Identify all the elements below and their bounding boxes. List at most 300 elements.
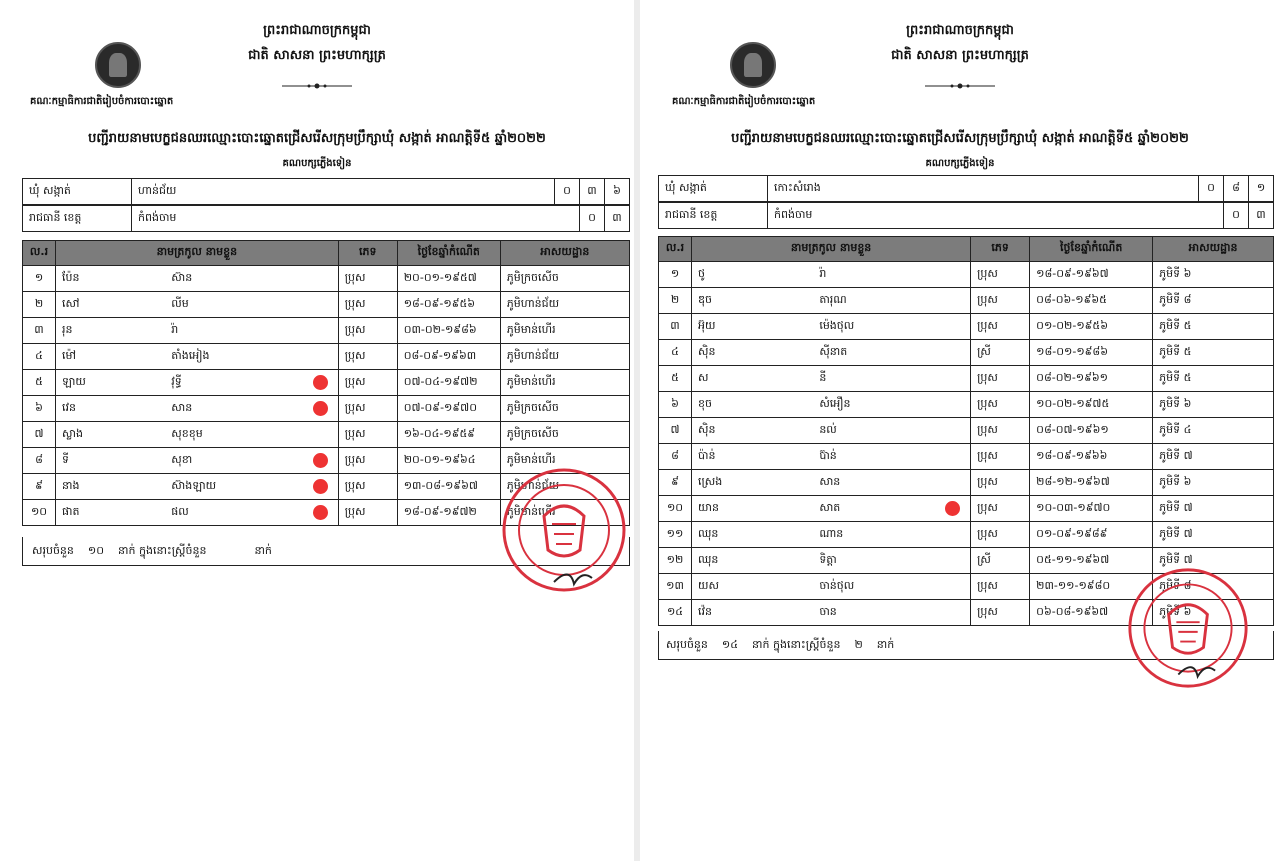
last-name-text: ស្លាង xyxy=(62,426,83,440)
row-number xyxy=(659,548,692,574)
first-name xyxy=(813,288,970,314)
summary-female-label: នាក់ ក្នុងនោះស្ត្រីចំនួន xyxy=(118,544,207,557)
address-text: ភូមិទី ៨ xyxy=(1159,578,1192,592)
last-name-text: ឌុច xyxy=(698,292,712,306)
commune-code-digit: ០ xyxy=(555,179,580,205)
address xyxy=(1153,314,1274,340)
province-info-table xyxy=(658,202,1274,229)
sex xyxy=(971,392,1030,418)
last-name xyxy=(692,392,814,418)
last-name xyxy=(56,318,166,344)
sex xyxy=(338,500,397,526)
last-name xyxy=(692,314,814,340)
sex xyxy=(338,448,397,474)
table-row xyxy=(659,496,1274,522)
date-of-birth xyxy=(397,448,500,474)
first-name xyxy=(165,344,338,370)
last-name xyxy=(56,266,166,292)
last-name xyxy=(56,422,166,448)
date-of-birth xyxy=(1030,314,1153,340)
row-number-text: ១ xyxy=(34,270,44,284)
header-no: ល.រ xyxy=(659,237,692,262)
row-number-text: ១២ xyxy=(666,552,684,566)
summary-label: សរុបចំនួន xyxy=(666,638,708,651)
last-name-text: សៅ xyxy=(62,296,80,310)
row-number xyxy=(659,574,692,600)
location-info-table xyxy=(658,175,1274,202)
address xyxy=(500,370,629,396)
first-name xyxy=(813,314,970,340)
row-number-text: ៤ xyxy=(35,348,43,362)
row-number xyxy=(23,474,56,500)
table-row xyxy=(23,266,630,292)
red-mark-icon xyxy=(313,479,328,494)
address-text: ភូមិទី ៥ xyxy=(1159,318,1192,332)
red-mark-icon xyxy=(313,505,328,520)
date-of-birth xyxy=(1030,288,1153,314)
row-number-text: ៥ xyxy=(671,370,679,384)
last-name-text: ថូ xyxy=(698,266,705,280)
table-row xyxy=(23,292,630,318)
first-name-text: សុខខុម xyxy=(171,426,203,440)
row-number-text: ១០ xyxy=(666,500,684,514)
document-title: បញ្ជីរាយនាមបេក្ខជនឈរឈ្មោះបោះឆ្នោតជ្រើសរើសក្រុមប្រឹក្សាឃុំ សង្កាត់ អាណត្តិទី៥ ឆ្នាំ២០២២ xyxy=(731,131,1189,146)
date-of-birth-text: ១៨-០៩-១៩៦៧ xyxy=(1036,266,1109,280)
first-name xyxy=(165,266,338,292)
sex-text: ប្រុស xyxy=(977,526,998,540)
sex-text: ស្រី xyxy=(977,344,991,358)
row-number-text: ៣ xyxy=(670,318,680,332)
first-name-text: តារុណ xyxy=(819,292,847,306)
address xyxy=(500,344,629,370)
row-number-text: ១៤ xyxy=(666,604,684,618)
official-seal-stamp xyxy=(1126,566,1250,690)
red-mark-icon xyxy=(313,375,328,390)
commune-row xyxy=(659,176,1274,202)
last-name-text: ខុច xyxy=(698,396,712,410)
date-of-birth xyxy=(397,396,500,422)
date-of-birth xyxy=(1030,470,1153,496)
address xyxy=(1153,392,1274,418)
province-name: កំពង់ចាម xyxy=(132,206,580,232)
date-of-birth-text: ២៣-១១-១៩៨០ xyxy=(1036,578,1111,592)
row-number xyxy=(659,522,692,548)
first-name-text: ណាន xyxy=(819,526,844,540)
date-of-birth-text: ១៣-០៨-១៩៦៧ xyxy=(403,478,478,492)
header-address: អាសយដ្ឋាន xyxy=(1153,237,1274,262)
national-motto: ជាតិ សាសនា ព្រះមហាក្សត្រ xyxy=(891,48,1029,63)
table-header-row xyxy=(23,241,630,266)
last-name xyxy=(692,522,814,548)
last-name-text: ផាត xyxy=(62,504,80,518)
date-of-birth-text: ១៨-០៩-១៩៥៦ xyxy=(403,296,476,310)
sex xyxy=(338,292,397,318)
date-of-birth-text: ០៨-០២-១៩៦១ xyxy=(1036,370,1109,384)
sex-text: ប្រុស xyxy=(344,348,366,362)
nec-emblem-icon xyxy=(730,42,776,88)
first-name xyxy=(165,292,338,318)
last-name-text: ប៉ែន xyxy=(62,270,80,284)
national-motto: ជាតិ សាសនា ព្រះមហាក្សត្រ xyxy=(248,48,386,63)
table-row xyxy=(659,522,1274,548)
sex xyxy=(338,370,397,396)
sex-text: ប្រុស xyxy=(977,448,998,462)
sex xyxy=(971,548,1030,574)
last-name-text: ស៊ិន xyxy=(698,422,716,436)
date-of-birth-text: ០៨-០៧-១៩៦១ xyxy=(1036,422,1109,436)
last-name-text: ឈុន xyxy=(698,526,719,540)
province-row xyxy=(659,203,1274,229)
address-text: ភូមិហាន់ជ័យ xyxy=(506,296,560,310)
date-of-birth-text: ០៨-០៩-១៩៦៣ xyxy=(403,348,477,362)
last-name xyxy=(56,292,166,318)
row-number xyxy=(659,418,692,444)
first-name xyxy=(165,500,338,526)
province-code-digit: ៣ xyxy=(605,206,630,232)
commune-name: ហាន់ជ័យ xyxy=(132,179,555,205)
sex-text: ប្រុស xyxy=(977,422,998,436)
date-of-birth-text: ១៨-០១-១៩៨៦ xyxy=(1036,344,1109,358)
first-name-text: តាំងអៀង xyxy=(171,348,210,362)
commune-code-digit: ០ xyxy=(1199,176,1224,202)
first-name xyxy=(813,418,970,444)
sex-text: ប្រុស xyxy=(977,474,998,488)
sex xyxy=(971,418,1030,444)
summary-female xyxy=(220,544,240,560)
table-row xyxy=(659,288,1274,314)
row-number xyxy=(23,396,56,422)
address-text: ភូមិទី ៦ xyxy=(1159,396,1192,410)
summary-unit: នាក់ xyxy=(876,638,895,651)
row-number-text: ៩ xyxy=(35,478,43,492)
first-name-text: សាន xyxy=(819,474,841,488)
row-number xyxy=(659,392,692,418)
sex-text: ប្រុស xyxy=(977,578,998,592)
sex xyxy=(971,522,1030,548)
document-title: បញ្ជីរាយនាមបេក្ខជនឈរឈ្មោះបោះឆ្នោតជ្រើសរើសក្រុមប្រឹក្សាឃុំ សង្កាត់ អាណត្តិទី៥ ឆ្នាំ២០២២ xyxy=(88,131,546,146)
last-name-text: យស xyxy=(698,578,719,592)
row-number xyxy=(23,318,56,344)
sex xyxy=(338,318,397,344)
date-of-birth xyxy=(1030,392,1153,418)
last-name xyxy=(56,448,166,474)
last-name xyxy=(692,444,814,470)
date-of-birth-text: ១០-០៣-១៩៧០ xyxy=(1036,500,1111,514)
header-dob: ថ្ងៃខែឆ្នាំកំណើត xyxy=(1030,237,1153,262)
address-text: ភូមិក្រចសើច xyxy=(506,400,559,414)
date-of-birth xyxy=(397,370,500,396)
date-of-birth xyxy=(397,266,500,292)
last-name-text: ឡាយ xyxy=(62,374,86,388)
address-text: ភូមិទី ៦ xyxy=(1159,474,1192,488)
commune-label: ឃុំ សង្កាត់ xyxy=(23,179,132,205)
summary-line xyxy=(32,544,272,560)
row-number xyxy=(659,340,692,366)
address xyxy=(1153,444,1274,470)
commune-code-digit: ៦ xyxy=(605,179,630,205)
date-of-birth xyxy=(1030,522,1153,548)
first-name xyxy=(813,574,970,600)
date-of-birth xyxy=(1030,262,1153,288)
date-of-birth-text: ០៨-០៦-១៩៦៥ xyxy=(1036,292,1107,306)
document-page-left xyxy=(0,0,634,861)
first-name-text: នល់ xyxy=(819,422,837,436)
first-name xyxy=(813,444,970,470)
last-name-text: ឈុន xyxy=(698,552,719,566)
first-name-text: ប៊ាន់ xyxy=(819,448,837,462)
row-number-text: ៧ xyxy=(670,422,680,436)
province-code-digit: ០ xyxy=(1224,203,1249,229)
sex xyxy=(971,600,1030,626)
commune-row xyxy=(23,179,630,205)
first-name-text: រ៉ា xyxy=(819,266,827,280)
header-name: នាមត្រកូល នាមខ្លួន xyxy=(56,241,339,266)
last-name xyxy=(56,370,166,396)
sex-text: ប្រុស xyxy=(344,426,366,440)
sex xyxy=(971,314,1030,340)
party-name: គណបក្សភ្លើងទៀន xyxy=(282,158,352,169)
last-name xyxy=(56,500,166,526)
row-number-text: ៥ xyxy=(35,374,43,388)
summary-unit: នាក់ xyxy=(254,544,272,557)
first-name-text: សំអឿន xyxy=(819,396,851,410)
date-of-birth xyxy=(1030,496,1153,522)
summary-line xyxy=(666,638,894,654)
row-number-text: ១៣ xyxy=(666,578,684,592)
date-of-birth-text: ០៦-០៨-១៩៦៧ xyxy=(1036,604,1109,618)
address-text: ភូមិមាន់ហើរ xyxy=(506,374,556,388)
first-name xyxy=(165,370,338,396)
address-text: ភូមិមាន់ហើរ xyxy=(506,504,556,518)
address xyxy=(1153,366,1274,392)
commune-code-digit: ៨ xyxy=(1224,176,1249,202)
sex-text: ប្រុស xyxy=(977,370,998,384)
date-of-birth-text: ១៦-០៤-១៩៥៩ xyxy=(403,426,476,440)
first-name xyxy=(813,522,970,548)
address xyxy=(500,292,629,318)
last-name-text: រុន xyxy=(62,322,73,336)
first-name xyxy=(813,548,970,574)
address-text: ភូមិហាន់ជ័យ xyxy=(506,348,560,362)
address xyxy=(1153,262,1274,288)
row-number-text: ២ xyxy=(34,296,44,310)
address-text: ភូមិក្រចសើច xyxy=(506,270,559,284)
date-of-birth-text: ២៨-១២-១៩៦៧ xyxy=(1036,474,1110,488)
address xyxy=(500,396,629,422)
commune-code-digit: ១ xyxy=(1249,176,1274,202)
address-text: ភូមិហាន់ជ័យ xyxy=(506,478,560,492)
row-number-text: ៨ xyxy=(35,452,43,466)
date-of-birth xyxy=(397,344,500,370)
address-text: ភូមិទី ៧ xyxy=(1159,500,1193,514)
kingdom-heading: ព្រះរាជាណាចក្រកម្ពុជា xyxy=(906,23,1014,38)
address-text: ភូមិទី ៨ xyxy=(1159,292,1192,306)
row-number xyxy=(23,422,56,448)
date-of-birth-text: ០៧-០៤-១៩៧២ xyxy=(403,374,478,388)
first-name-text: សាន xyxy=(171,400,193,414)
party-name: គណបក្សភ្លើងទៀន xyxy=(925,158,995,169)
last-name-text: ម៉ៅ xyxy=(62,348,76,362)
address-text: ភូមិទី ៦ xyxy=(1159,266,1192,280)
sex-text: ប្រុស xyxy=(344,374,366,388)
address-text: ភូមិមាន់ហើរ xyxy=(506,322,556,336)
first-name xyxy=(165,474,338,500)
address xyxy=(1153,340,1274,366)
sex xyxy=(338,344,397,370)
ornament-divider xyxy=(282,82,352,90)
last-name-text: ស xyxy=(698,370,709,384)
sex-text: ប្រុស xyxy=(977,604,998,618)
address-text: ភូមិមាន់ហើរ xyxy=(506,452,556,466)
sex xyxy=(971,340,1030,366)
nec-emblem-icon xyxy=(95,42,141,88)
address xyxy=(500,422,629,448)
red-mark-icon xyxy=(945,501,960,516)
first-name-text: ម៉េងថុល xyxy=(819,318,855,332)
row-number-text: ៣ xyxy=(34,322,44,336)
first-name xyxy=(813,470,970,496)
address-text: ភូមិទី ៧ xyxy=(1159,552,1193,566)
first-name xyxy=(813,600,970,626)
summary-total: ១៤ xyxy=(721,638,739,651)
last-name-text: យាន xyxy=(698,500,719,514)
row-number-text: ១០ xyxy=(30,504,48,518)
table-row xyxy=(659,366,1274,392)
table-row xyxy=(659,314,1274,340)
row-number xyxy=(23,500,56,526)
address-text: ភូមិទី ៧ xyxy=(1159,526,1193,540)
table-row xyxy=(659,392,1274,418)
province-row xyxy=(23,206,630,232)
last-name xyxy=(692,262,814,288)
table-row xyxy=(23,344,630,370)
sex-text: ប្រុស xyxy=(344,296,366,310)
last-name-text: វ៉េន xyxy=(698,604,712,618)
province-info-table xyxy=(22,205,630,232)
date-of-birth xyxy=(1030,340,1153,366)
address-text: ភូមិទី ៥ xyxy=(1159,370,1192,384)
address xyxy=(1153,496,1274,522)
row-number-text: ២ xyxy=(670,292,680,306)
date-of-birth xyxy=(397,318,500,344)
last-name xyxy=(692,496,814,522)
date-of-birth-text: ១៨-០៩-១៩៦៦ xyxy=(1036,448,1108,462)
location-info-table xyxy=(22,178,630,205)
first-name xyxy=(165,422,338,448)
sex xyxy=(971,574,1030,600)
first-name xyxy=(813,496,970,522)
last-name-text: អ៊ុយ xyxy=(698,318,716,332)
sex xyxy=(338,422,397,448)
province-label: រាជធានី ខេត្ត xyxy=(23,206,132,232)
first-name-text: សាត xyxy=(819,500,841,514)
sex-text: ប្រុស xyxy=(344,478,366,492)
sex xyxy=(971,470,1030,496)
row-number xyxy=(659,288,692,314)
last-name xyxy=(692,418,814,444)
row-number-text: ៨ xyxy=(671,448,679,462)
address xyxy=(1153,470,1274,496)
first-name-text: ទិត្តា xyxy=(819,552,837,566)
last-name-text: វេន xyxy=(62,400,76,414)
table-header-row xyxy=(659,237,1274,262)
sex-text: ប្រុស xyxy=(977,396,998,410)
sex-text: ស្រី xyxy=(977,552,991,566)
date-of-birth-text: ០១-០៩-១៩៨៩ xyxy=(1036,526,1108,540)
date-of-birth-text: ០៧-០៩-១៩៧០ xyxy=(403,400,477,414)
row-number-text: ១ xyxy=(670,266,680,280)
row-number xyxy=(659,262,692,288)
table-row xyxy=(659,340,1274,366)
first-name xyxy=(813,340,970,366)
last-name-text: ស្រេង xyxy=(698,474,723,488)
row-number xyxy=(659,366,692,392)
row-number xyxy=(23,370,56,396)
date-of-birth-text: ០១-០២-១៩៥៦ xyxy=(1036,318,1109,332)
sex-text: ប្រុស xyxy=(344,452,366,466)
address xyxy=(500,266,629,292)
date-of-birth xyxy=(397,500,500,526)
commune-label: ឃុំ សង្កាត់ xyxy=(659,176,768,202)
summary-female-label: នាក់ ក្នុងនោះស្ត្រីចំនួន xyxy=(752,638,841,651)
table-row xyxy=(659,444,1274,470)
date-of-birth xyxy=(397,292,500,318)
summary-female: ២ xyxy=(854,638,863,651)
date-of-birth-text: ១៨-០៩-១៩៧២ xyxy=(403,504,477,518)
last-name xyxy=(692,288,814,314)
table-row xyxy=(23,370,630,396)
table-row xyxy=(23,396,630,422)
first-name xyxy=(813,366,970,392)
sex xyxy=(971,262,1030,288)
first-name-text: ស៊ាងឡាយ xyxy=(171,478,217,492)
date-of-birth xyxy=(1030,444,1153,470)
sex xyxy=(971,496,1030,522)
last-name xyxy=(692,574,814,600)
table-row xyxy=(659,418,1274,444)
sex xyxy=(971,366,1030,392)
sex xyxy=(338,266,397,292)
date-of-birth-text: ១០-០២-១៩៧៥ xyxy=(1036,396,1110,410)
red-mark-icon xyxy=(313,453,328,468)
row-number-text: ៤ xyxy=(671,344,679,358)
first-name xyxy=(165,318,338,344)
first-name-text: នី xyxy=(819,370,827,384)
last-name xyxy=(692,470,814,496)
address xyxy=(1153,522,1274,548)
row-number xyxy=(23,292,56,318)
address xyxy=(500,318,629,344)
official-seal-stamp xyxy=(500,466,628,594)
first-name xyxy=(165,448,338,474)
province-code-digit: ៣ xyxy=(1249,203,1274,229)
row-number-text: ៦ xyxy=(671,396,679,410)
row-number-text: ៦ xyxy=(35,400,43,414)
header-dob: ថ្ងៃខែឆ្នាំកំណើត xyxy=(397,241,500,266)
first-name-text: សុខា xyxy=(171,452,193,466)
ornament-divider xyxy=(925,82,995,90)
header-sex: ភេទ xyxy=(338,241,397,266)
sex-text: ប្រុស xyxy=(977,318,998,332)
last-name-text: ទី xyxy=(62,452,69,466)
row-number xyxy=(659,600,692,626)
sex-text: ប្រុស xyxy=(977,292,998,306)
header-no: ល.រ xyxy=(23,241,56,266)
summary-total: ១០ xyxy=(87,544,105,557)
date-of-birth xyxy=(1030,418,1153,444)
first-name xyxy=(813,392,970,418)
first-name-text: ស៊ាន xyxy=(171,270,193,284)
